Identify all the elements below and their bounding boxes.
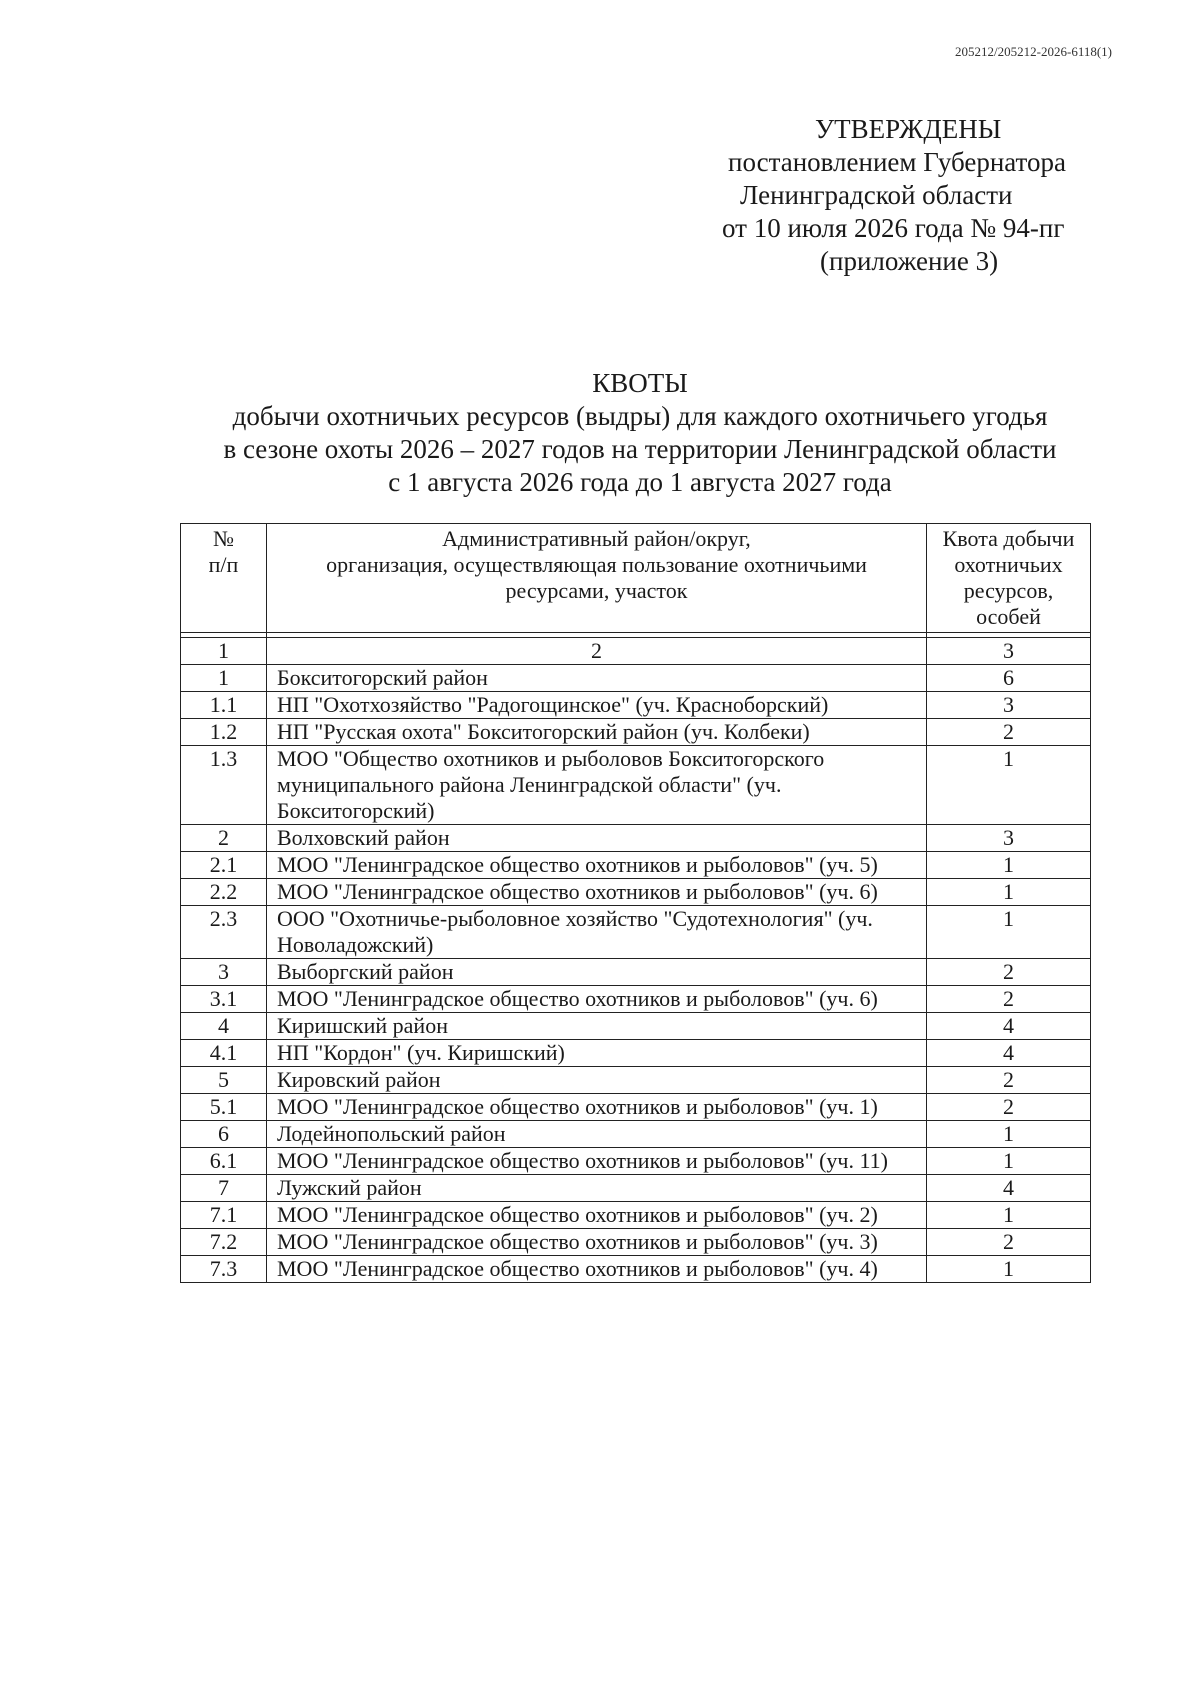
row-number: 1.1 (181, 692, 267, 719)
header-num-line: № (213, 526, 234, 551)
table-row (181, 1121, 1091, 1148)
row-number: 4 (181, 1013, 267, 1040)
row-quota: 2 (927, 1229, 1091, 1256)
header-quota-line: охотничьих (954, 552, 1063, 577)
row-name: Выборгский район (267, 959, 927, 986)
approval-block (700, 113, 1100, 278)
table-row (181, 1040, 1091, 1067)
column-index-row (181, 638, 1091, 665)
row-name: МОО "Ленинградское общество охотников и рыболовов" (уч. 5) (267, 852, 927, 879)
row-quota: 1 (927, 906, 1091, 959)
document-title (150, 367, 1130, 499)
row-name: МОО "Ленинградское общество охотников и рыболовов" (уч. 2) (267, 1202, 927, 1229)
row-quota: 2 (927, 959, 1091, 986)
row-number: 5.1 (181, 1094, 267, 1121)
row-number: 7.2 (181, 1229, 267, 1256)
table-body (181, 665, 1091, 1283)
table-row (181, 1256, 1091, 1283)
row-number: 3.1 (181, 986, 267, 1013)
column-index: 1 (181, 638, 267, 665)
table-row (181, 986, 1091, 1013)
table-row (181, 1202, 1091, 1229)
header-area-line: Административный район/округ, (442, 526, 751, 551)
header-quota-line: особей (976, 604, 1041, 629)
row-name: НП "Кордон" (уч. Киришский) (267, 1040, 927, 1067)
table-row (181, 665, 1091, 692)
row-quota: 3 (927, 692, 1091, 719)
table-row (181, 1094, 1091, 1121)
row-number: 7 (181, 1175, 267, 1202)
header-row (181, 524, 1091, 633)
title-line-1: добычи охотничьих ресурсов (выдры) для каждого охотничьего угодья (232, 401, 1048, 431)
row-name: МОО "Ленинградское общество охотников и рыболовов" (уч. 1) (267, 1094, 927, 1121)
approval-line-5: (приложение 3) (820, 246, 999, 276)
row-name: НП "Русская охота" Бокситогорский район (уч. Колбеки) (267, 719, 927, 746)
table-row (181, 852, 1091, 879)
row-quota: 1 (927, 1121, 1091, 1148)
row-quota: 2 (927, 1094, 1091, 1121)
row-number: 7.1 (181, 1202, 267, 1229)
table-row (181, 1175, 1091, 1202)
table-row (181, 825, 1091, 852)
table-row (181, 1013, 1091, 1040)
quota-table (180, 523, 1091, 1283)
table-row (181, 906, 1091, 959)
table-row (181, 959, 1091, 986)
row-quota: 1 (927, 879, 1091, 906)
header-quota (927, 524, 1091, 633)
header-num (181, 524, 267, 633)
row-number: 2.1 (181, 852, 267, 879)
header-area (267, 524, 927, 633)
row-quota: 2 (927, 719, 1091, 746)
row-quota: 3 (927, 825, 1091, 852)
row-number: 2.3 (181, 906, 267, 959)
row-name: Лодейнопольский район (267, 1121, 927, 1148)
row-number: 2.2 (181, 879, 267, 906)
row-quota: 4 (927, 1175, 1091, 1202)
row-number: 5 (181, 1067, 267, 1094)
title-line-3: с 1 августа 2026 года до 1 августа 2027 года (388, 467, 892, 497)
row-quota: 2 (927, 986, 1091, 1013)
title-heading: КВОТЫ (592, 368, 688, 398)
column-index: 3 (927, 638, 1091, 665)
row-number: 6.1 (181, 1148, 267, 1175)
row-number: 1.3 (181, 746, 267, 825)
approval-line-3: Ленинградской области (740, 180, 1013, 210)
row-quota: 1 (927, 746, 1091, 825)
row-name: МОО "Ленинградское общество охотников и рыболовов" (уч. 3) (267, 1229, 927, 1256)
row-name: Волховский район (267, 825, 927, 852)
row-quota: 1 (927, 1148, 1091, 1175)
row-name: Лужский район (267, 1175, 927, 1202)
row-number: 1 (181, 665, 267, 692)
approval-line-1: УТВЕРЖДЕНЫ (815, 114, 1002, 144)
row-number: 3 (181, 959, 267, 986)
header-quota-line: Квота добычи (942, 526, 1075, 551)
document-number: 205212/205212-2026-6118(1) (955, 44, 1112, 59)
row-name: ООО "Охотничье-рыболовное хозяйство "Судотехнология" (уч. Новоладожский) (267, 906, 927, 959)
row-name: МОО "Ленинградское общество охотников и рыболовов" (уч. 4) (267, 1256, 927, 1283)
header-area-line: ресурсами, участок (505, 578, 688, 603)
row-quota: 4 (927, 1040, 1091, 1067)
row-name: НП "Охотхозяйство "Радогощинское" (уч. Красноборский) (267, 692, 927, 719)
row-quota: 4 (927, 1013, 1091, 1040)
table-row (181, 879, 1091, 906)
row-name: Бокситогорский район (267, 665, 927, 692)
table-row (181, 692, 1091, 719)
row-name: МОО "Общество охотников и рыболовов Бокситогорского муниципального района Ленинградской области" (уч. Бокситогорский) (267, 746, 927, 825)
row-quota: 6 (927, 665, 1091, 692)
table-row (181, 719, 1091, 746)
row-number: 4.1 (181, 1040, 267, 1067)
row-quota: 1 (927, 852, 1091, 879)
table-row (181, 1067, 1091, 1094)
row-name: МОО "Ленинградское общество охотников и рыболовов" (уч. 6) (267, 879, 927, 906)
table-row (181, 746, 1091, 825)
approval-line-2: постановлением Губернатора (728, 147, 1066, 177)
header-quota-line: ресурсов, (963, 578, 1054, 603)
row-quota: 1 (927, 1256, 1091, 1283)
row-quota: 2 (927, 1067, 1091, 1094)
header-area-line: организация, осуществляющая пользование охотничьими (326, 552, 867, 577)
row-number: 6 (181, 1121, 267, 1148)
header-num-line: п/п (208, 552, 239, 577)
row-name: МОО "Ленинградское общество охотников и рыболовов" (уч. 11) (267, 1148, 927, 1175)
approval-line-4: от 10 июля 2026 года № 94-пг (722, 213, 1065, 243)
row-name: Кировский район (267, 1067, 927, 1094)
row-name: МОО "Ленинградское общество охотников и рыболовов" (уч. 6) (267, 986, 927, 1013)
row-number: 1.2 (181, 719, 267, 746)
table-row (181, 1229, 1091, 1256)
row-quota: 1 (927, 1202, 1091, 1229)
row-number: 7.3 (181, 1256, 267, 1283)
title-line-2: в сезоне охоты 2026 – 2027 годов на территории Ленинградской области (223, 434, 1057, 464)
row-number: 2 (181, 825, 267, 852)
row-name: Киришский район (267, 1013, 927, 1040)
table-row (181, 1148, 1091, 1175)
column-index: 2 (267, 638, 927, 665)
